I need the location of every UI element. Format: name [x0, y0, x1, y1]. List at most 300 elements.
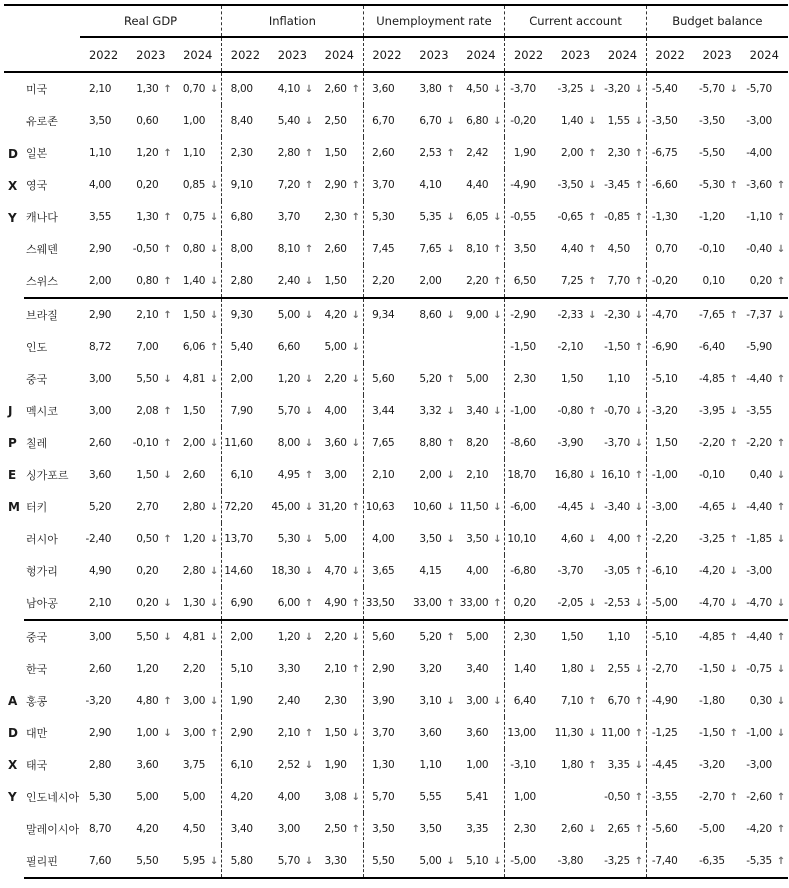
value: 10,60: [412, 501, 442, 513]
value: 1,10: [182, 147, 206, 159]
value-cell-inflation-2022: [222, 137, 269, 169]
value: 5,10: [230, 663, 253, 675]
value-cell-real-gdp-2022: [80, 491, 127, 523]
value: 1,10: [89, 147, 112, 159]
arrow-down-icon: ↓: [446, 470, 455, 481]
value: 2,40: [277, 695, 300, 707]
value-cell-budget-balance-2022: [646, 363, 693, 395]
value-cell-real-gdp-2024: [174, 845, 221, 878]
year-header: 2023: [127, 37, 174, 72]
value: -5,30: [699, 179, 725, 191]
value-cell-inflation-2024: [316, 717, 363, 749]
value: -3,05: [604, 565, 630, 577]
value-cell-inflation-2023: [269, 298, 316, 331]
arrow-down-icon: ↓: [588, 470, 597, 481]
value: 8,80: [419, 437, 442, 449]
value-cell-budget-balance-2024: [741, 491, 788, 523]
value: 5,41: [466, 791, 489, 803]
value-cell-inflation-2023: [269, 620, 316, 653]
value: 4,50: [466, 83, 489, 95]
value-cell-real-gdp-2024: [174, 72, 221, 105]
value-cell-current-account-2023: [552, 201, 599, 233]
value: 2,00: [419, 469, 442, 481]
arrow-down-icon: ↓: [210, 180, 219, 191]
value: 1,00: [466, 759, 489, 771]
arrow-down-icon: ↓: [351, 310, 360, 321]
value: 18,30: [271, 565, 300, 577]
arrow-down-icon: ↓: [304, 438, 314, 449]
value: 5,60: [372, 373, 395, 385]
arrow-up-icon: ↑: [729, 438, 738, 449]
value-cell-inflation-2022: [222, 233, 269, 265]
value: 2,55: [607, 663, 630, 675]
value: -4,65: [699, 501, 725, 513]
arrow-down-icon: ↓: [304, 116, 314, 127]
value-cell-real-gdp-2023: [127, 845, 174, 878]
value: 3,50: [419, 823, 442, 835]
value: 2,30: [324, 211, 347, 223]
value: 3,00: [89, 373, 112, 385]
value: 3,55: [89, 211, 112, 223]
value-cell-budget-balance-2023: [694, 105, 741, 137]
value: 45,00: [271, 501, 300, 513]
value: -2,53: [604, 597, 630, 609]
value-cell-real-gdp-2023: [127, 395, 174, 427]
value: 5,50: [136, 855, 159, 867]
arrow-up-icon: ↑: [163, 84, 172, 95]
table-row: [4, 105, 788, 137]
value-cell-budget-balance-2023: [694, 653, 741, 685]
value: 2,20: [466, 275, 489, 287]
value-cell-inflation-2023: [269, 169, 316, 201]
value-cell-unemployment-rate-2022: [363, 523, 410, 555]
arrow-up-icon: ↑: [304, 148, 314, 159]
arrow-up-icon: ↑: [729, 180, 738, 191]
value: 9,30: [230, 309, 253, 321]
value: 4,00: [466, 565, 489, 577]
value-cell-current-account-2022: [505, 201, 552, 233]
arrow-down-icon: ↓: [776, 310, 785, 321]
group-label-letter: Y: [8, 210, 17, 225]
value: 5,50: [136, 373, 159, 385]
value-cell-budget-balance-2022: [646, 620, 693, 653]
value-cell-current-account-2023: [552, 459, 599, 491]
value-cell-budget-balance-2022: [646, 523, 693, 555]
value-cell-unemployment-rate-2024: [458, 331, 505, 363]
value: 3,40: [466, 663, 489, 675]
value: 31,20: [318, 501, 347, 513]
table-row: [4, 620, 788, 653]
value-cell-real-gdp-2022: [80, 169, 127, 201]
value-cell-inflation-2024: [316, 137, 363, 169]
value: 4,10: [419, 179, 442, 191]
arrow-up-icon: ↑: [776, 632, 785, 643]
value: 2,30: [230, 147, 253, 159]
value: -0,65: [557, 211, 584, 223]
value-cell-unemployment-rate-2024: [458, 395, 505, 427]
value: 2,70: [136, 501, 159, 513]
value-cell-current-account-2022: [505, 137, 552, 169]
value: 33,50: [365, 597, 395, 609]
arrow-down-icon: ↓: [210, 276, 219, 287]
value: 5,50: [372, 855, 395, 867]
arrow-down-icon: ↓: [588, 534, 597, 545]
value: 8,20: [466, 437, 489, 449]
header-current-account: Current account: [505, 5, 647, 37]
country-name: 영국: [26, 179, 48, 192]
value: 7,00: [136, 341, 159, 353]
arrow-up-icon: ↑: [446, 148, 455, 159]
value-cell-real-gdp-2023: [127, 620, 174, 653]
value-cell-real-gdp-2022: [80, 653, 127, 685]
arrow-down-icon: ↓: [588, 310, 597, 321]
arrow-down-icon: ↓: [446, 244, 455, 255]
arrow-up-icon: ↑: [588, 276, 597, 287]
arrow-up-icon: ↑: [446, 438, 455, 449]
value-cell-real-gdp-2022: [80, 685, 127, 717]
value: 3,60: [136, 759, 159, 771]
table-row: [4, 749, 788, 781]
country-name: 미국: [26, 83, 48, 96]
value-cell-inflation-2022: [222, 491, 269, 523]
value: 5,60: [372, 631, 395, 643]
value: -5,90: [746, 341, 772, 353]
value: 0,10: [702, 275, 725, 287]
value-cell-inflation-2023: [269, 331, 316, 363]
arrow-up-icon: ↑: [351, 84, 360, 95]
value: -1,20: [699, 211, 725, 223]
value: 2,30: [607, 147, 630, 159]
value: 4,00: [324, 405, 347, 417]
value-cell-real-gdp-2024: [174, 427, 221, 459]
value: 0,20: [136, 179, 159, 191]
arrow-down-icon: ↓: [210, 696, 219, 707]
arrow-up-icon: ↑: [163, 406, 172, 417]
value-cell-current-account-2024: [599, 620, 646, 653]
value: -4,90: [510, 179, 536, 191]
value-cell-real-gdp-2023: [127, 105, 174, 137]
value-cell-current-account-2024: [599, 813, 646, 845]
value-cell-budget-balance-2022: [646, 845, 693, 878]
year-header: 2024: [174, 37, 221, 72]
value: 0,40: [749, 469, 772, 481]
value-cell-budget-balance-2022: [646, 781, 693, 813]
value: -3,50: [699, 115, 725, 127]
value: 0,30: [749, 695, 772, 707]
country-name: 유로존: [26, 115, 58, 128]
value: 7,25: [560, 275, 584, 287]
value: 3,50: [89, 115, 112, 127]
country-name: 대만: [26, 727, 48, 740]
value: -5,00: [510, 855, 536, 867]
value-cell-current-account-2023: [552, 491, 599, 523]
value-cell-inflation-2023: [269, 427, 316, 459]
value: 4,95: [277, 469, 300, 481]
value-cell-real-gdp-2023: [127, 427, 174, 459]
value: 1,20: [182, 533, 206, 545]
value-cell-unemployment-rate-2023: [410, 233, 457, 265]
arrow-up-icon: ↑: [163, 276, 172, 287]
value-cell-current-account-2022: [505, 555, 552, 587]
value: -3,50: [557, 179, 584, 191]
value-cell-current-account-2022: [505, 523, 552, 555]
year-header: 2022: [505, 37, 552, 72]
header-budget-balance: Budget balance: [646, 5, 788, 37]
table-row: [4, 427, 788, 459]
value: 2,80: [277, 147, 300, 159]
value: 1,20: [136, 663, 159, 675]
arrow-down-icon: ↓: [446, 534, 455, 545]
value: -3,25: [699, 533, 725, 545]
value: -5,60: [651, 823, 678, 835]
arrow-up-icon: ↑: [163, 696, 172, 707]
value-cell-unemployment-rate-2022: [363, 459, 410, 491]
value: 1,50: [182, 405, 206, 417]
value-cell-budget-balance-2023: [694, 587, 741, 620]
value: -1,50: [699, 663, 725, 675]
arrow-up-icon: ↑: [163, 244, 172, 255]
value: 1,00: [182, 115, 206, 127]
arrow-down-icon: ↓: [304, 84, 314, 95]
table-row: [4, 331, 788, 363]
value-cell-real-gdp-2023: [127, 298, 174, 331]
group-label: [4, 620, 24, 878]
group-label-letter: J: [8, 404, 13, 418]
arrow-down-icon: ↓: [588, 84, 597, 95]
value-cell-unemployment-rate-2024: [458, 845, 505, 878]
value-cell-current-account-2024: [599, 653, 646, 685]
value: 3,50: [372, 823, 395, 835]
arrow-down-icon: ↓: [634, 438, 643, 449]
value-cell-inflation-2023: [269, 459, 316, 491]
value-cell-current-account-2022: [505, 427, 552, 459]
value: 3,60: [419, 727, 442, 739]
value-cell-current-account-2024: [599, 685, 646, 717]
arrow-up-icon: ↑: [776, 374, 785, 385]
value-cell-current-account-2023: [552, 427, 599, 459]
value-cell-current-account-2024: [599, 555, 646, 587]
value-cell-unemployment-rate-2022: [363, 653, 410, 685]
arrow-down-icon: ↓: [304, 406, 314, 417]
value: 2,00: [230, 631, 253, 643]
value-cell-real-gdp-2024: [174, 749, 221, 781]
value-cell-unemployment-rate-2023: [410, 587, 457, 620]
arrow-up-icon: ↑: [634, 534, 643, 545]
value-cell-budget-balance-2022: [646, 105, 693, 137]
value: 3,35: [607, 759, 630, 771]
value-cell-unemployment-rate-2024: [458, 233, 505, 265]
value: 1,50: [560, 631, 584, 643]
value-cell-budget-balance-2023: [694, 459, 741, 491]
value: 2,00: [419, 275, 442, 287]
value-cell-unemployment-rate-2024: [458, 717, 505, 749]
value-cell-unemployment-rate-2023: [410, 105, 457, 137]
value: 8,60: [419, 309, 442, 321]
value: 4,81: [182, 631, 206, 643]
value-cell-unemployment-rate-2023: [410, 363, 457, 395]
value-cell-inflation-2022: [222, 363, 269, 395]
arrow-down-icon: ↓: [776, 244, 785, 255]
value-cell-inflation-2023: [269, 363, 316, 395]
value: -2,70: [651, 663, 678, 675]
value-cell-budget-balance-2022: [646, 685, 693, 717]
arrow-up-icon: ↑: [776, 824, 785, 835]
value: 1,90: [324, 759, 347, 771]
value: 5,70: [372, 791, 395, 803]
value-cell-budget-balance-2024: [741, 72, 788, 105]
value-cell-inflation-2024: [316, 265, 363, 298]
value-cell-budget-balance-2022: [646, 137, 693, 169]
value-cell-inflation-2023: [269, 749, 316, 781]
header-real-gdp: Real GDP: [80, 5, 222, 37]
value: 4,90: [89, 565, 112, 577]
value: 3,60: [466, 727, 489, 739]
value-cell-real-gdp-2022: [80, 265, 127, 298]
value: 2,80: [182, 565, 206, 577]
arrow-up-icon: ↑: [351, 824, 360, 835]
value: 3,30: [277, 663, 300, 675]
year-header: 2023: [410, 37, 457, 72]
value-cell-real-gdp-2022: [80, 813, 127, 845]
table-row: [4, 137, 788, 169]
arrow-down-icon: ↓: [210, 502, 219, 513]
value-cell-real-gdp-2024: [174, 781, 221, 813]
value-cell-inflation-2024: [316, 331, 363, 363]
country-name: 러시아: [26, 533, 58, 546]
value: -7,40: [651, 855, 678, 867]
value: 1,40: [182, 275, 206, 287]
value: -0,10: [132, 437, 159, 449]
value-cell-real-gdp-2022: [80, 717, 127, 749]
group-label-letter: D: [8, 146, 18, 161]
arrow-up-icon: ↑: [729, 792, 738, 803]
value: -3,00: [651, 501, 678, 513]
value-cell-real-gdp-2022: [80, 620, 127, 653]
value: -0,20: [510, 115, 536, 127]
value-cell-current-account-2022: [505, 395, 552, 427]
value-cell-inflation-2023: [269, 105, 316, 137]
value: 7,10: [560, 695, 584, 707]
value: -3,55: [651, 791, 678, 803]
arrow-down-icon: ↓: [163, 632, 172, 643]
value-cell-current-account-2023: [552, 137, 599, 169]
value: -5,35: [746, 855, 772, 867]
value: 1,80: [560, 663, 584, 675]
value: 3,30: [324, 855, 347, 867]
value-cell-inflation-2023: [269, 72, 316, 105]
arrow-up-icon: ↑: [588, 696, 597, 707]
value-cell-budget-balance-2023: [694, 265, 741, 298]
value: 2,00: [230, 373, 253, 385]
value-cell-inflation-2022: [222, 813, 269, 845]
value-cell-budget-balance-2024: [741, 587, 788, 620]
value-cell-budget-balance-2023: [694, 845, 741, 878]
value: -1,50: [604, 341, 630, 353]
arrow-up-icon: ↑: [446, 84, 455, 95]
value: 0,70: [655, 243, 678, 255]
value-cell-unemployment-rate-2024: [458, 685, 505, 717]
value-cell-real-gdp-2023: [127, 331, 174, 363]
value-cell-inflation-2023: [269, 685, 316, 717]
value: 4,60: [560, 533, 584, 545]
value-cell-unemployment-rate-2023: [410, 813, 457, 845]
table-row: [4, 265, 788, 298]
value: 2,10: [136, 309, 159, 321]
arrow-down-icon: ↓: [304, 566, 314, 577]
arrow-down-icon: ↓: [634, 84, 643, 95]
value-cell-inflation-2022: [222, 845, 269, 878]
value: -0,55: [510, 211, 536, 223]
value: 0,80: [182, 243, 206, 255]
value-cell-current-account-2024: [599, 717, 646, 749]
value-cell-real-gdp-2023: [127, 137, 174, 169]
value: -3,70: [604, 437, 630, 449]
arrow-down-icon: ↓: [163, 470, 172, 481]
value: 2,00: [182, 437, 206, 449]
value: 1,50: [560, 373, 584, 385]
value: 11,50: [459, 501, 489, 513]
value: -2,20: [699, 437, 725, 449]
value-cell-real-gdp-2022: [80, 201, 127, 233]
value: 1,80: [560, 759, 584, 771]
value: 2,90: [372, 663, 395, 675]
value-cell-budget-balance-2024: [741, 653, 788, 685]
value-cell-unemployment-rate-2022: [363, 749, 410, 781]
value-cell-inflation-2022: [222, 523, 269, 555]
group-label-letter: X: [8, 758, 17, 772]
value: 11,60: [224, 437, 253, 449]
value: -4,85: [699, 631, 725, 643]
arrow-down-icon: ↓: [588, 116, 597, 127]
value: 0,85: [182, 179, 206, 191]
value-cell-inflation-2024: [316, 685, 363, 717]
arrow-up-icon: ↑: [634, 148, 643, 159]
value-cell-current-account-2024: [599, 845, 646, 878]
arrow-down-icon: ↓: [446, 116, 455, 127]
value: 5,30: [89, 791, 112, 803]
value-cell-real-gdp-2024: [174, 653, 221, 685]
value-cell-real-gdp-2023: [127, 717, 174, 749]
arrow-up-icon: ↑: [776, 212, 785, 223]
value-cell-current-account-2024: [599, 233, 646, 265]
arrow-up-icon: ↑: [163, 310, 172, 321]
value: 18,70: [507, 469, 536, 481]
arrow-up-icon: ↑: [776, 792, 785, 803]
arrow-down-icon: ↓: [634, 664, 643, 675]
value: 1,00: [513, 791, 536, 803]
value-cell-inflation-2022: [222, 201, 269, 233]
arrow-down-icon: ↓: [588, 180, 597, 191]
value-cell-current-account-2022: [505, 717, 552, 749]
value: -0,10: [699, 469, 725, 481]
value: 9,00: [466, 309, 489, 321]
value: 3,70: [372, 179, 395, 191]
value-cell-current-account-2023: [552, 845, 599, 878]
value: 2,20: [372, 275, 395, 287]
value: -4,70: [699, 597, 725, 609]
value: -0,40: [746, 243, 772, 255]
value: -5,40: [651, 83, 678, 95]
value-cell-real-gdp-2023: [127, 459, 174, 491]
country-name: 칠레: [26, 437, 48, 450]
value-cell-budget-balance-2022: [646, 555, 693, 587]
value: -3,25: [604, 855, 630, 867]
value: 1,40: [513, 663, 536, 675]
value-cell-current-account-2023: [552, 587, 599, 620]
value-cell-inflation-2024: [316, 749, 363, 781]
value-cell-real-gdp-2022: [80, 331, 127, 363]
value: 1,20: [136, 147, 159, 159]
